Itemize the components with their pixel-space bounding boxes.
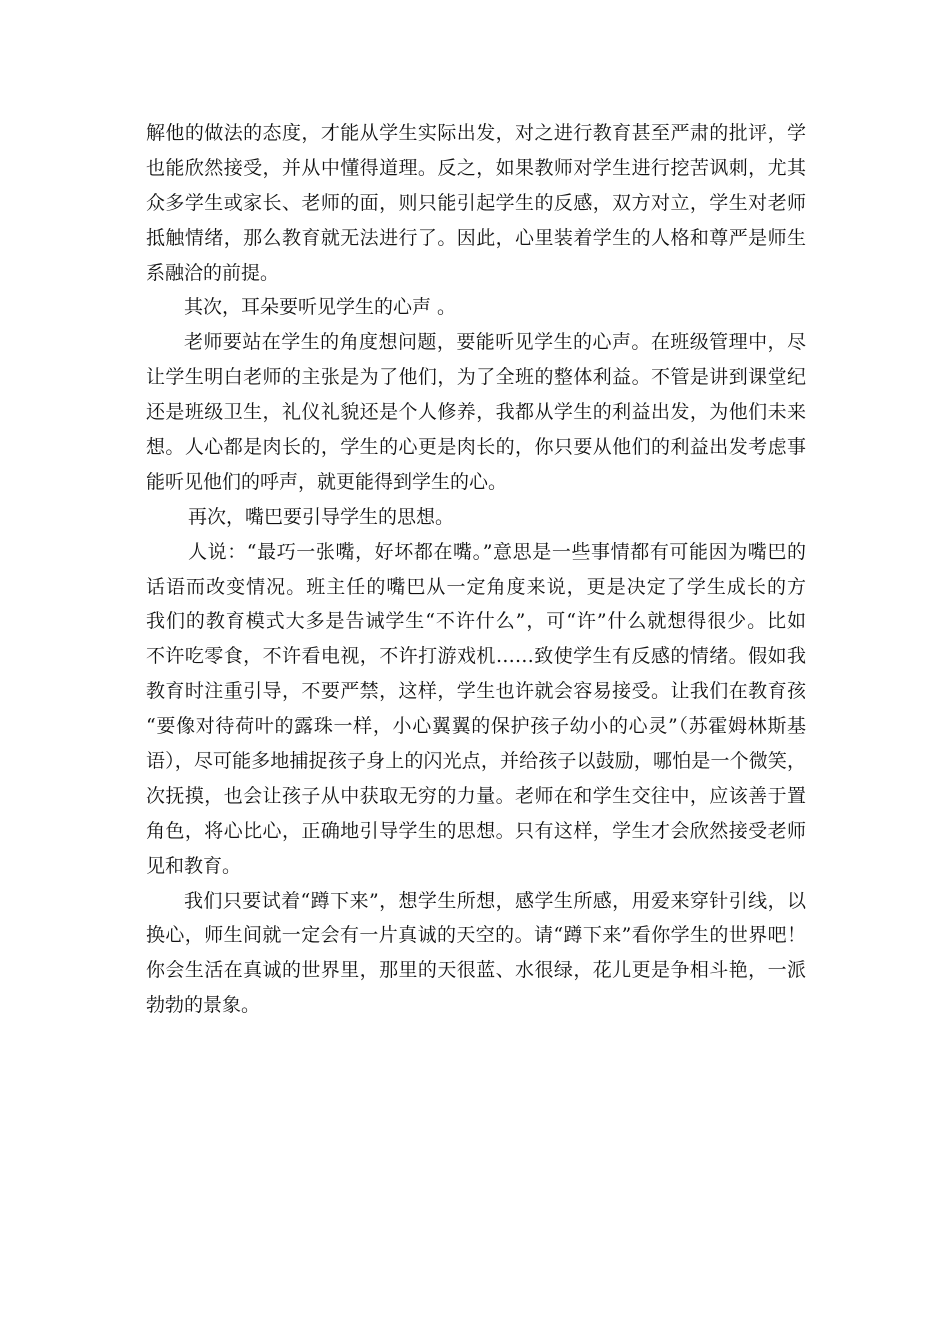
- text-line: 你会生活在真诚的世界里，那里的天很蓝、水很绿，花儿更是争相斗艳，一派: [146, 959, 806, 982]
- text-line: 系融洽的前提。: [146, 261, 280, 284]
- text-line: 能听见他们的呼声，就更能得到学生的心。: [146, 470, 508, 493]
- text-line: 语），尽可能多地捕捉孩子身上的闪光点，并给孩子以鼓励，哪怕是一个微笑，: [146, 750, 806, 773]
- text-line: 我们只要试着“蹲下来”，想学生所想，感学生所感，用爱来穿针引线，以: [184, 889, 806, 912]
- text-line: 抵触情绪，那么教育就无法进行了。因此，心里装着学生的人格和尊严是师生: [146, 226, 806, 249]
- text-line: 人说：“最巧一张嘴，好坏都在嘴。”意思是一些事情都有可能因为嘴巴的: [188, 540, 806, 563]
- text-line: 众多学生或家长、老师的面，则只能引起学生的反感，双方对立，学生对老师: [146, 191, 806, 214]
- text-line: 教育时注重引导，不要严禁，这样，学生也许就会容易接受。让我们在教育孩: [146, 680, 806, 703]
- text-line: 想。人心都是肉长的，学生的心更是肉长的，你只要从他们的利益出发考虑事: [146, 436, 806, 459]
- text-line: 解他的做法的态度，才能从学生实际出发，对之进行教育甚至严肃的批评，学: [146, 122, 806, 144]
- text-line: 我们的教育模式大多是告诫学生“不许什么”，可“许”什么就想得很少。比如: [146, 610, 806, 633]
- text-line: 换心，师生间就一定会有一片真诚的天空的。请“蹲下来”看你学生的世界吧！: [146, 924, 806, 947]
- text-line: “要像对待荷叶的露珠一样，小心翼翼的保护孩子幼小的心灵”（苏霍姆林斯基: [146, 715, 806, 738]
- section-heading: 再次，嘴巴要引导学生的思想。: [188, 505, 455, 528]
- text-line: 不许吃零食，不许看电视，不许打游戏机……致使学生有反感的情绪。假如我: [146, 645, 806, 668]
- paragraph: [146, 325, 806, 499]
- text-line: 次抚摸，也会让孩子从中获取无穷的力量。老师在和学生交往中，应该善于置: [146, 784, 806, 807]
- text-line: 勃勃的景象。: [146, 994, 261, 1017]
- text-line: 还是班级卫生，礼仪礼貌还是个人修养，我都从学生的利益出发，为他们未来: [146, 401, 806, 424]
- text-line: 见和教育。: [146, 854, 242, 877]
- paragraph: [146, 500, 806, 535]
- document-body: [146, 116, 806, 1023]
- text-line: 老师要站在学生的角度想问题，要能听见学生的心声。在班级管理中，尽: [184, 331, 806, 354]
- text-line: 也能欣然接受，并从中懂得道理。反之，如果教师对学生进行挖苦讽刺，尤其: [146, 156, 806, 179]
- paragraph: [146, 535, 806, 884]
- paragraph: [146, 116, 806, 290]
- paragraph: [146, 290, 806, 325]
- text-line: 话语而改变情况。班主任的嘴巴从一定角度来说，更是决定了学生成长的方: [146, 575, 806, 598]
- text-line: 让学生明白老师的主张是为了他们，为了全班的整体利益。不管是讲到课堂纪: [146, 366, 806, 389]
- text-line: 角色，将心比心，正确地引导学生的思想。只有这样，学生才会欣然接受老师: [146, 819, 806, 842]
- paragraph: [146, 884, 806, 1024]
- section-heading: 其次，耳朵要听见学生的心声 。: [184, 296, 457, 319]
